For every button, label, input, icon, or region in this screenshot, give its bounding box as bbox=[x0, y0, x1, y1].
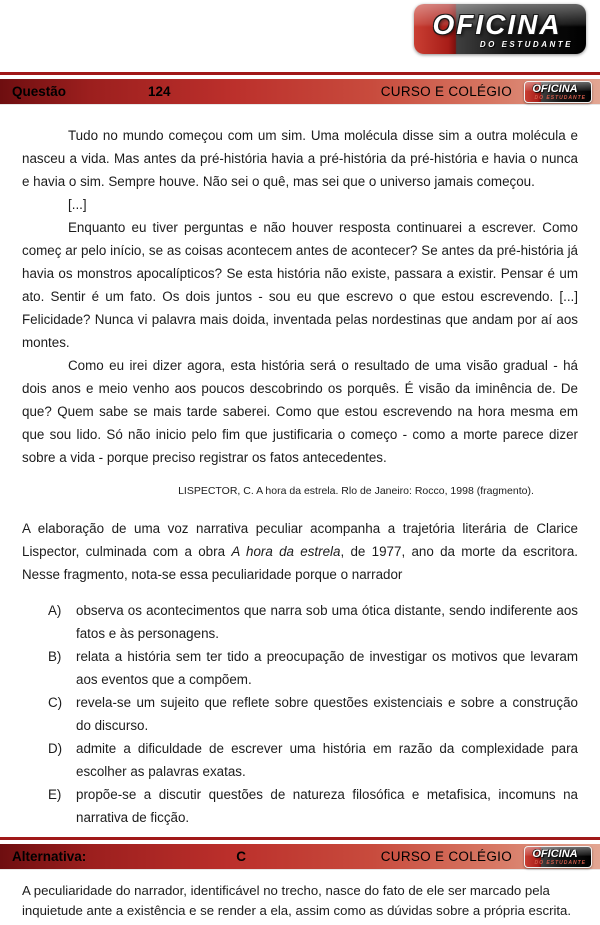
answer-value: C bbox=[236, 849, 247, 865]
option-letter: D) bbox=[48, 741, 63, 757]
answer-label: Alternativa: bbox=[12, 849, 87, 865]
options-list bbox=[22, 599, 578, 829]
curso-colegio-text: CURSO E COLÉGIO bbox=[380, 849, 512, 865]
option-item-a bbox=[22, 599, 578, 645]
option-letter: B) bbox=[48, 649, 62, 665]
option-item-d bbox=[22, 737, 578, 783]
option-item-e bbox=[22, 783, 578, 829]
question-header-bar bbox=[0, 79, 600, 104]
option-text: admite a dificuldade de escrever uma história em razão da complexidade para escolher as palavras exatas. bbox=[76, 741, 578, 780]
question-stem bbox=[22, 517, 578, 586]
passage bbox=[0, 124, 600, 829]
passage-paragraph: Como eu irei dizer agora, esta história será o resultado de uma visão gradual - há dois anos e meio venho aos poucos descobrindo os porquês. É visão da iminência de. De que? Quem sabe se mais tarde saberei. Como que estou escrevendo na hora mesma em que sou lido. Só não inicio pelo fim que justificaria o começo - como a morte parece dizer sobre a vida - porque preciso registrar os fatos antecedentes. bbox=[22, 358, 578, 465]
option-item-c bbox=[22, 691, 578, 737]
passage-ellipsis: [...] bbox=[68, 197, 87, 212]
brand-wordmark: OFICINA bbox=[532, 82, 578, 95]
stem-book-title: A hora da estrela bbox=[231, 544, 341, 559]
brand-tagline: DO ESTUDANTE bbox=[534, 94, 586, 101]
brand-tagline: DO ESTUDANTE bbox=[479, 40, 573, 49]
question-bar-right bbox=[381, 81, 592, 103]
option-letter: C) bbox=[48, 695, 63, 711]
option-text: relata a história sem ter tido a preocupação de investigar os motivos que levaram aos eventos que a compõem. bbox=[76, 649, 578, 688]
option-letter: A) bbox=[48, 603, 62, 619]
passage-paragraph: Tudo no mundo começou com um sim. Uma molécula disse sim a outra molécula e nasceu a vida. Mas antes da pré-história havia a pré-história da pré-história e havia o nunca e havia o sim. Sempre houve. Não sei o quê, mas sei que o universo jamais começou. bbox=[22, 128, 578, 189]
page-header bbox=[0, 0, 600, 72]
brand-wordmark: OFICINA bbox=[432, 9, 562, 40]
answer-explanation: A peculiaridade do narrador, identificável no trecho, nasce do fato de ele ser marcado pela inquietude ante a existência e se render a ela, assim como as dúvidas sobre a própria escrita. bbox=[22, 883, 572, 919]
answer-section bbox=[0, 837, 600, 921]
stem-text-post: , de 1977, ano da morte da escritora. Nesse fragmento, nota-se essa peculiaridade porque o narrador bbox=[22, 544, 579, 582]
brand-wordmark: OFICINA bbox=[532, 847, 578, 860]
answer-bar-right bbox=[381, 846, 592, 868]
brand-tagline: DO ESTUDANTE bbox=[534, 859, 586, 866]
passage-citation: LISPECTOR, C. A hora da estrela. Rlo de Janeiro: Rocco, 1998 (fragmento). bbox=[178, 485, 534, 497]
oficina-logo-small bbox=[524, 846, 592, 868]
question-label: Questão bbox=[12, 84, 67, 99]
passage-paragraph: Enquanto eu tiver perguntas e não houver resposta continuarei a escrever. Como começ ar pelo início, se as coisas acontecem antes de acontecer? Se antes da pré-história já havia os monstros apocalípticos? Se esta história não existe, passara a existir. Pensar é um ato. Sentir é um fato. Os dois juntos - sou eu que escrevo o que estou escrevendo. [...] Felicidade? Nunca vi palavra mais doida, inventada pelas nordestinas que andam por aí aos montes. bbox=[22, 220, 578, 350]
red-rule-bottom bbox=[0, 837, 600, 840]
option-text: propõe-se a discutir questões de natureza filosófica e metafisica, incomuns na narrativa de ficção. bbox=[76, 787, 578, 826]
question-number: 124 bbox=[148, 84, 171, 99]
option-letter: E) bbox=[48, 787, 62, 803]
answer-header-bar bbox=[0, 844, 600, 869]
oficina-logo bbox=[414, 4, 586, 54]
option-item-b bbox=[22, 645, 578, 691]
option-text: revela-se um sujeito que reflete sobre questões existenciais e sobre a construção do discurso. bbox=[76, 695, 578, 734]
red-rule-top bbox=[0, 72, 600, 75]
oficina-logo-small bbox=[524, 81, 592, 103]
stem-text-pre: A elaboração de uma voz narrativa peculiar acompanha a trajetória literária de Clarice Lispector, culminada com a obra bbox=[22, 521, 578, 559]
curso-colegio-text: CURSO E COLÉGIO bbox=[380, 84, 512, 99]
option-text: observa os acontecimentos que narra sob uma ótica distante, sendo indiferente aos fatos e às personagens. bbox=[76, 603, 578, 642]
